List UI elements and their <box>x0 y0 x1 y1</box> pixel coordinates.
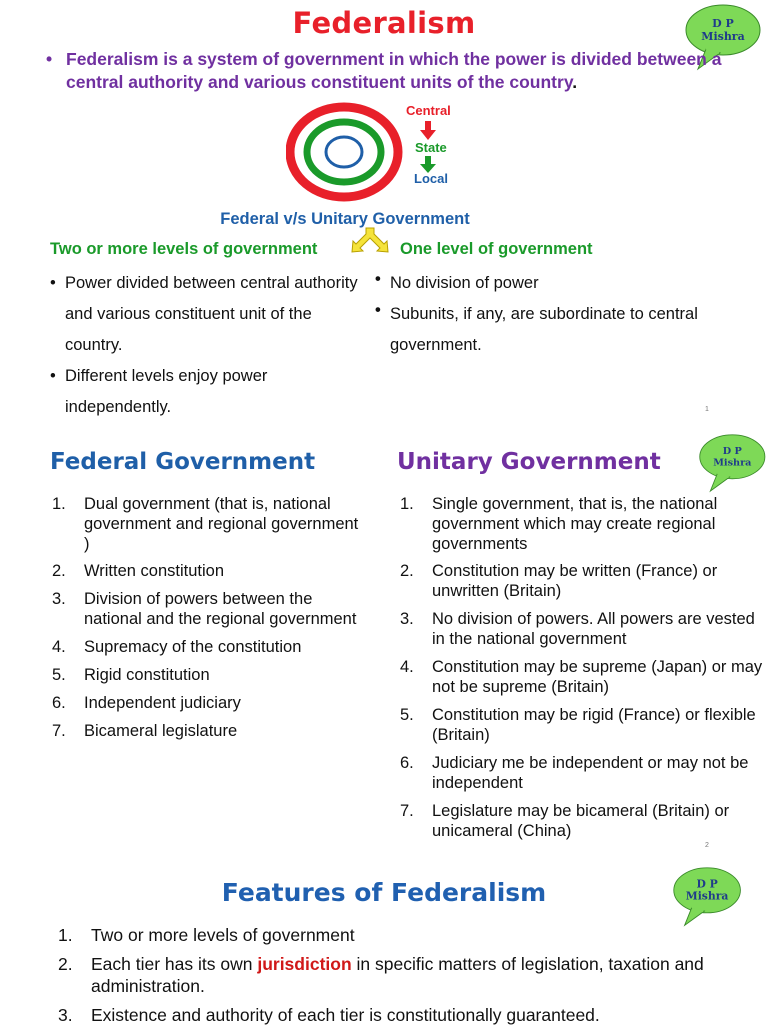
level-state: State <box>415 140 447 155</box>
badge-line2: Mishra <box>701 30 745 43</box>
badge-line2: Mishra <box>713 456 752 469</box>
features-list <box>58 924 758 1026</box>
list-item: 2. Each tier has its own jurisdiction in specific matters of legislation, taxation and administration. <box>58 954 704 996</box>
slide3-title: Features of Federalism <box>221 878 547 907</box>
list-item: 4. Supremacy of the constitution <box>52 638 302 656</box>
concentric-circles-icon <box>286 102 406 202</box>
left-points <box>50 268 360 423</box>
bullet-icon: • <box>46 49 53 69</box>
left-heading: Two or more levels of government <box>50 240 318 258</box>
list-item: 1. Dual government (that is, national government and regional government ) <box>52 495 359 553</box>
right-points <box>375 268 735 361</box>
list-item: 7. Bicameral legislature <box>52 722 238 740</box>
list-item: 3. No division of powers. All powers are vested in the national government <box>400 610 755 648</box>
list-item: 4. Constitution may be supreme (Japan) or may not be supreme (Britain) <box>400 658 763 696</box>
right-point-1: No division of power <box>390 274 539 292</box>
right-heading: One level of government <box>400 240 593 258</box>
badge-line1: D P <box>712 17 734 30</box>
unitary-heading: Unitary Government <box>397 449 661 475</box>
slide1-title: Federalism <box>292 6 476 40</box>
page-number: 2 <box>705 842 709 849</box>
federal-list <box>52 494 362 749</box>
author-badge <box>698 433 767 486</box>
list-item: 1. Two or more levels of government <box>58 925 355 945</box>
list-item: 2. Written constitution <box>52 562 225 580</box>
definition-text: Federalism is a system of government in which the power is divided between a central authority and various constituent units of the country <box>66 49 722 92</box>
list-item: 5. Constitution may be rigid (France) or flexible (Britain) <box>400 706 756 744</box>
list-item: 3. Existence and authority of each tier is constitutionally guaranteed. <box>58 1005 600 1025</box>
list-item: 5. Rigid constitution <box>52 666 210 684</box>
list-item: 6. Judiciary me be independent or may not be independent <box>400 754 749 792</box>
list-item: 3. Division of powers between the national and the regional government <box>52 590 357 628</box>
bullet-icon: • <box>50 274 56 292</box>
left-point-1: Power divided between central authority and various constituent unit of the country. <box>65 274 358 354</box>
badge-line1: D P <box>696 877 718 891</box>
federal-heading: Federal Government <box>50 449 316 475</box>
right-point-2: Subunits, if any, are subordinate to central government. <box>390 305 698 354</box>
level-central: Central <box>406 103 451 118</box>
unitary-list <box>400 494 765 849</box>
badge-line2: Mishra <box>685 889 729 902</box>
bullet-icon: • <box>375 270 381 288</box>
page-number: 1 <box>705 406 709 413</box>
list-item: 2. Constitution may be written (France) or unwritten (Britain) <box>400 562 718 600</box>
definition-period: . <box>572 72 578 92</box>
author-badge <box>672 866 742 920</box>
split-arrow-icon <box>340 226 400 256</box>
level-local: Local <box>414 171 448 186</box>
left-point-2: Different levels enjoy power independently. <box>65 367 268 416</box>
comparison-title: Federal v/s Unitary Government <box>220 210 470 228</box>
bullet-icon: • <box>50 367 56 385</box>
list-item: 6. Independent judiciary <box>52 694 241 712</box>
bullet-icon: • <box>375 301 381 319</box>
list-item: 7. Legislature may be bicameral (Britain) or unicameral (China) <box>400 802 730 840</box>
badge-line1: D P <box>722 445 742 457</box>
list-item: 1. Single government, that is, the national government which may create regional governments <box>400 495 718 553</box>
arrow-down-icon <box>420 121 436 141</box>
jurisdiction-highlight: jurisdiction <box>257 954 352 974</box>
